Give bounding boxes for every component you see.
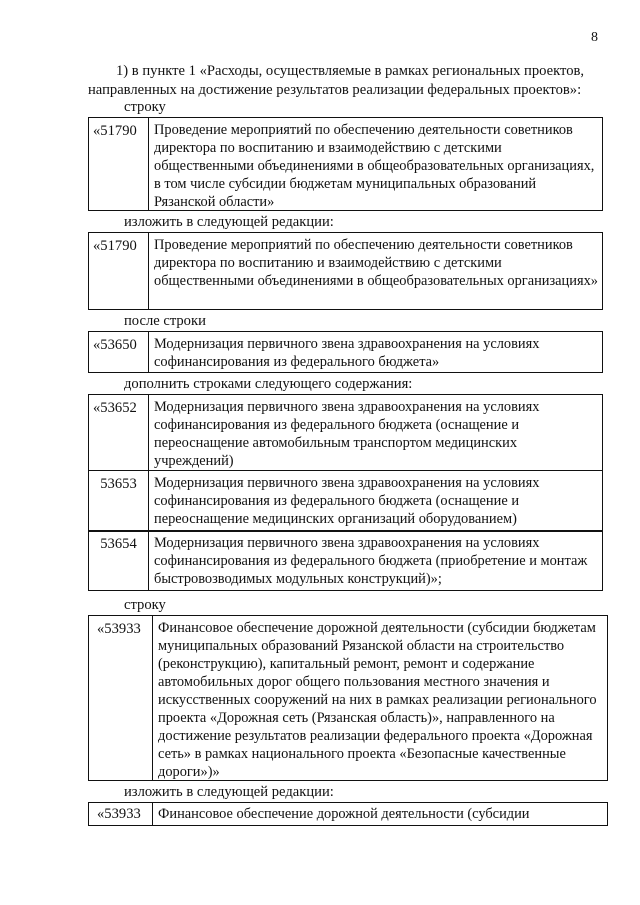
table-row-51790-new	[88, 232, 603, 310]
label-row: строку	[124, 99, 166, 115]
row-text: Финансовое обеспечение дорожной деятельности (субсидии бюджетам муниципальных образований Рязанской области на строительство (реконструкцию), капитальный ремонт, ремонт и содержание автомобильных дорог общего пользования местного значения и искусственных сооружений на них в рамках реализации регионального проекта «Дорожная сеть (Рязанская область)», направленного на достижение результатов реализации федерального проекта «Дорожная сеть» в рамках национального проекта «Безопасные качественные дороги»)»	[158, 620, 597, 780]
row-text: Проведение мероприятий по обеспечению деятельности советников директора по воспитанию и взаимодействию с детскими общественными объединениями в общеобразовательных организациях, в том числе субсидии бюджетам муниципальных образований Рязанской области»	[154, 122, 595, 210]
row-code: «53650	[89, 332, 149, 372]
intro-line-2: направленных на достижение результатов реализации федеральных проектов»:	[88, 82, 582, 98]
page-number: 8	[591, 30, 598, 45]
label-after-row: после строки	[124, 313, 206, 329]
row-text: Проведение мероприятий по обеспечению деятельности советников директора по воспитанию и взаимодействию с детскими общественными объединениями в общеобразовательных организациях»	[154, 237, 598, 289]
row-code: «53652	[89, 395, 149, 470]
table-row-53933-new	[88, 802, 608, 826]
row-code: 53653	[89, 471, 149, 531]
row-code: «53933	[89, 803, 153, 825]
label-restate: изложить в следующей редакции:	[124, 214, 334, 230]
table-row-53652	[88, 394, 603, 471]
table-row-53653	[88, 470, 603, 532]
table-row-51790-old	[88, 117, 603, 211]
row-code: «51790	[89, 233, 149, 309]
intro-paragraph	[88, 62, 600, 100]
row-code: «53933	[89, 616, 153, 780]
row-text: Модернизация первичного звена здравоохранения на условиях софинансирования из федерального бюджета (оснащение и переоснащение автомобильным транспортом медицинских учреждений)	[154, 399, 540, 469]
label-row-2: строку	[124, 597, 166, 613]
row-text: Модернизация первичного звена здравоохранения на условиях софинансирования из федерального бюджета (оснащение и переоснащение медицинских организаций оборудованием)	[154, 474, 540, 527]
row-code: 53654	[89, 531, 149, 590]
table-row-53650	[88, 331, 603, 373]
table-row-53654	[88, 530, 603, 591]
label-restate-2: изложить в следующей редакции:	[124, 784, 334, 800]
row-text: Модернизация первичного звена здравоохранения на условиях софинансирования из федерального бюджета (приобретение и монтаж быстровозводимых модульных конструкций)»;	[154, 535, 588, 587]
row-code: «51790	[89, 118, 149, 210]
intro-line-1: 1) в пункте 1 «Расходы, осуществляемые в рамках региональных проектов,	[116, 63, 585, 79]
added-rows-table	[88, 394, 603, 591]
row-text: Финансовое обеспечение дорожной деятельности (субсидии	[158, 806, 530, 822]
row-text: Модернизация первичного звена здравоохранения на условиях софинансирования из федерального бюджета»	[154, 336, 540, 370]
table-row-53933-old	[88, 615, 608, 781]
label-add-rows: дополнить строками следующего содержания:	[124, 376, 413, 392]
